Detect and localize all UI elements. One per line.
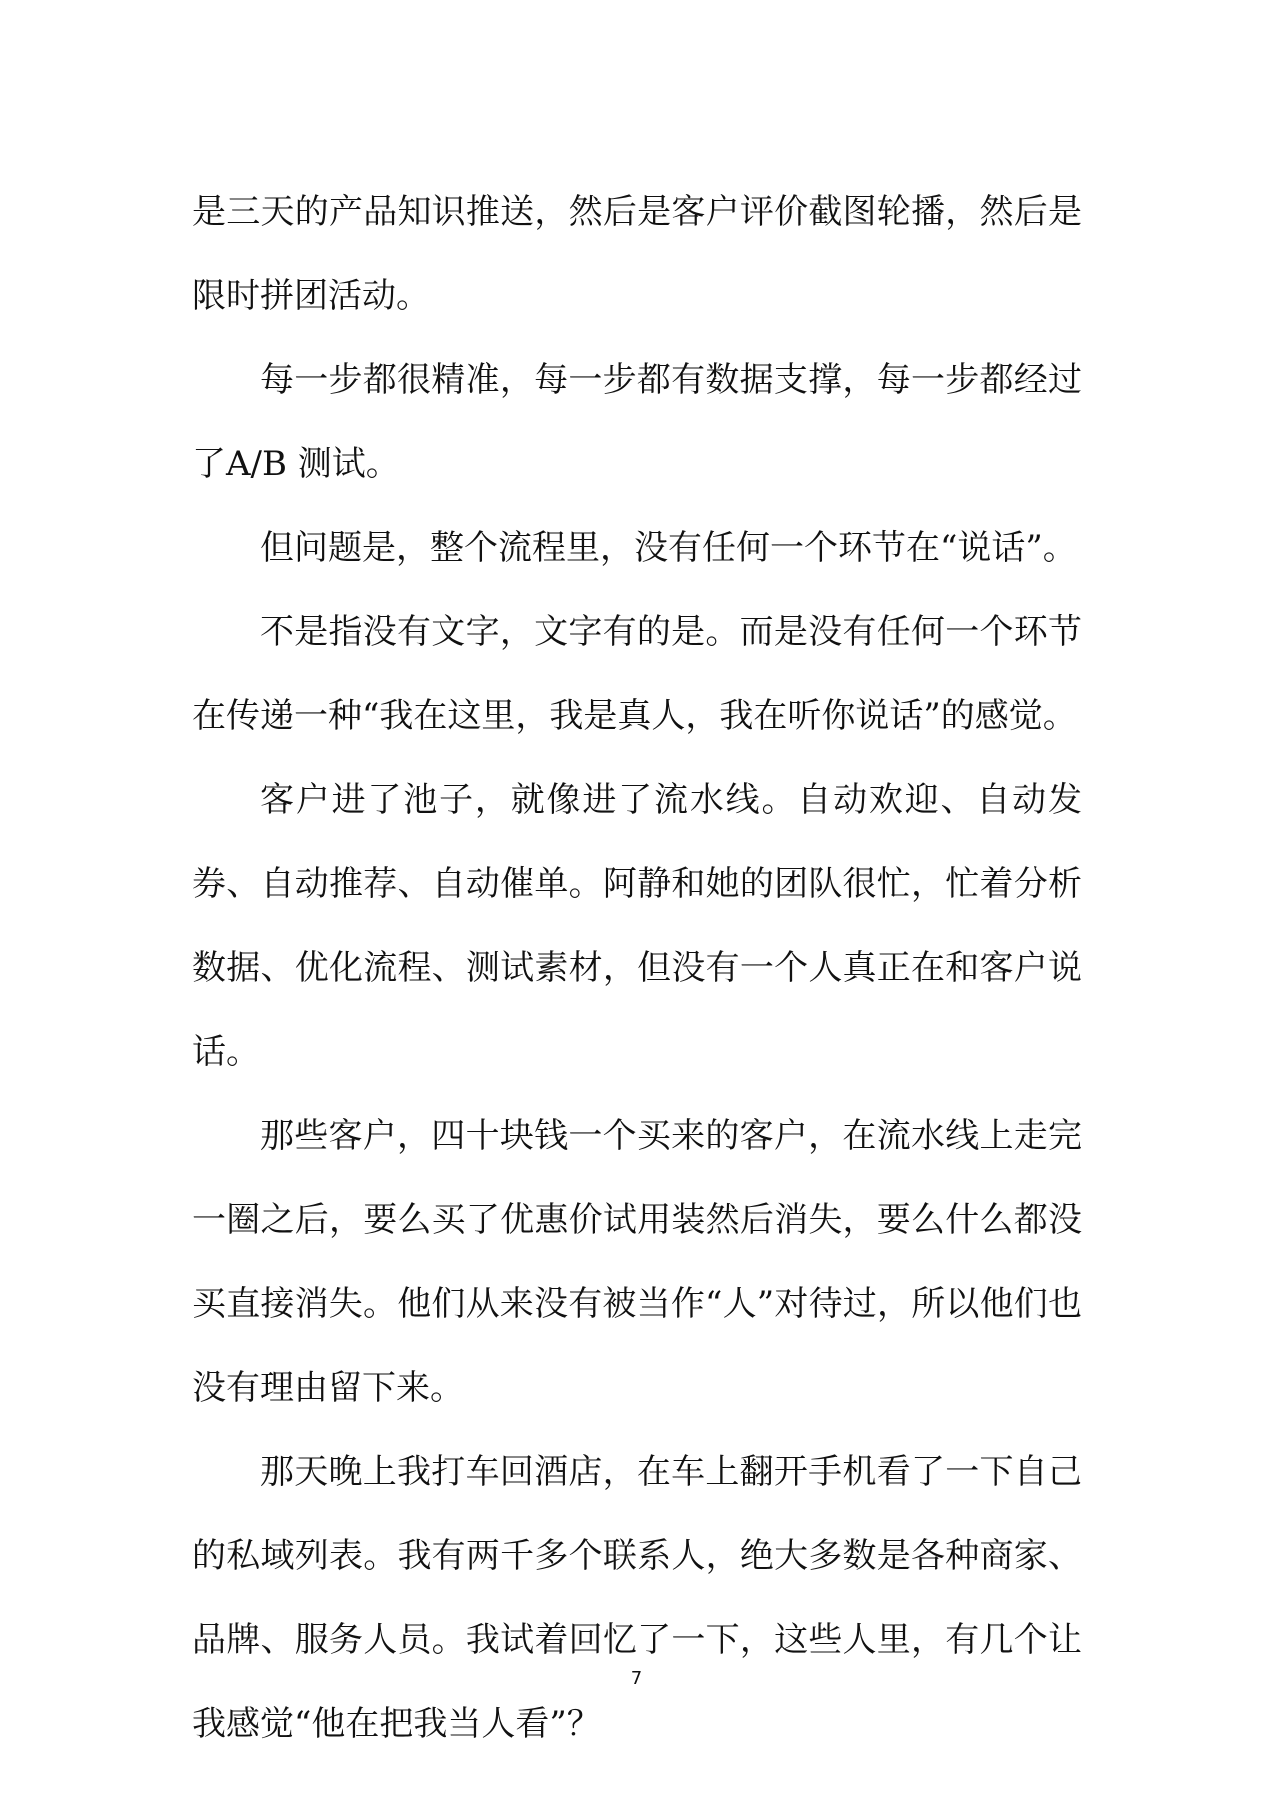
paragraph-6: 那些客户，四十块钱一个买来的客户，在流水线上走完一圈之后，要么买了优惠价试用装然后消失，要么什么都没买直接消失。他们从来没有被当作“人”对待过，所以他们也没有理由留下来。 bbox=[192, 1116, 1082, 1408]
page-number: 7 bbox=[630, 1668, 643, 1689]
paragraph-5: 客户进了池子，就像进了流水线。自动欢迎、自动发券、自动推荐、自动催单。阿静和她的团队很忙，忙着分析数据、优化流程、测试素材，但没有一个人真正在和客户说话。 bbox=[192, 780, 1082, 1072]
paragraph-3: 但问题是，整个流程里，没有任何一个环节在“说话”。 bbox=[260, 528, 1077, 568]
paragraph-2: 每一步都很精准，每一步都有数据支撑，每一步都经过了A/B 测试。 bbox=[192, 360, 1082, 484]
paragraph-7: 那天晚上我打车回酒店，在车上翻开手机看了一下自己的私域列表。我有两千多个联系人，绝大多数是各种商家、品牌、服务人员。我试着回忆了一下，这些人里，有几个让我感觉“他在把我当人看”？ bbox=[192, 1452, 1082, 1744]
document-body bbox=[192, 170, 1082, 1766]
paragraph-4: 不是指没有文字，文字有的是。而是没有任何一个环节在传递一种“我在这里，我是真人，我在听你说话”的感觉。 bbox=[192, 612, 1082, 736]
paragraph-1: 是三天的产品知识推送，然后是客户评价截图轮播，然后是限时拼团活动。 bbox=[192, 192, 1082, 316]
